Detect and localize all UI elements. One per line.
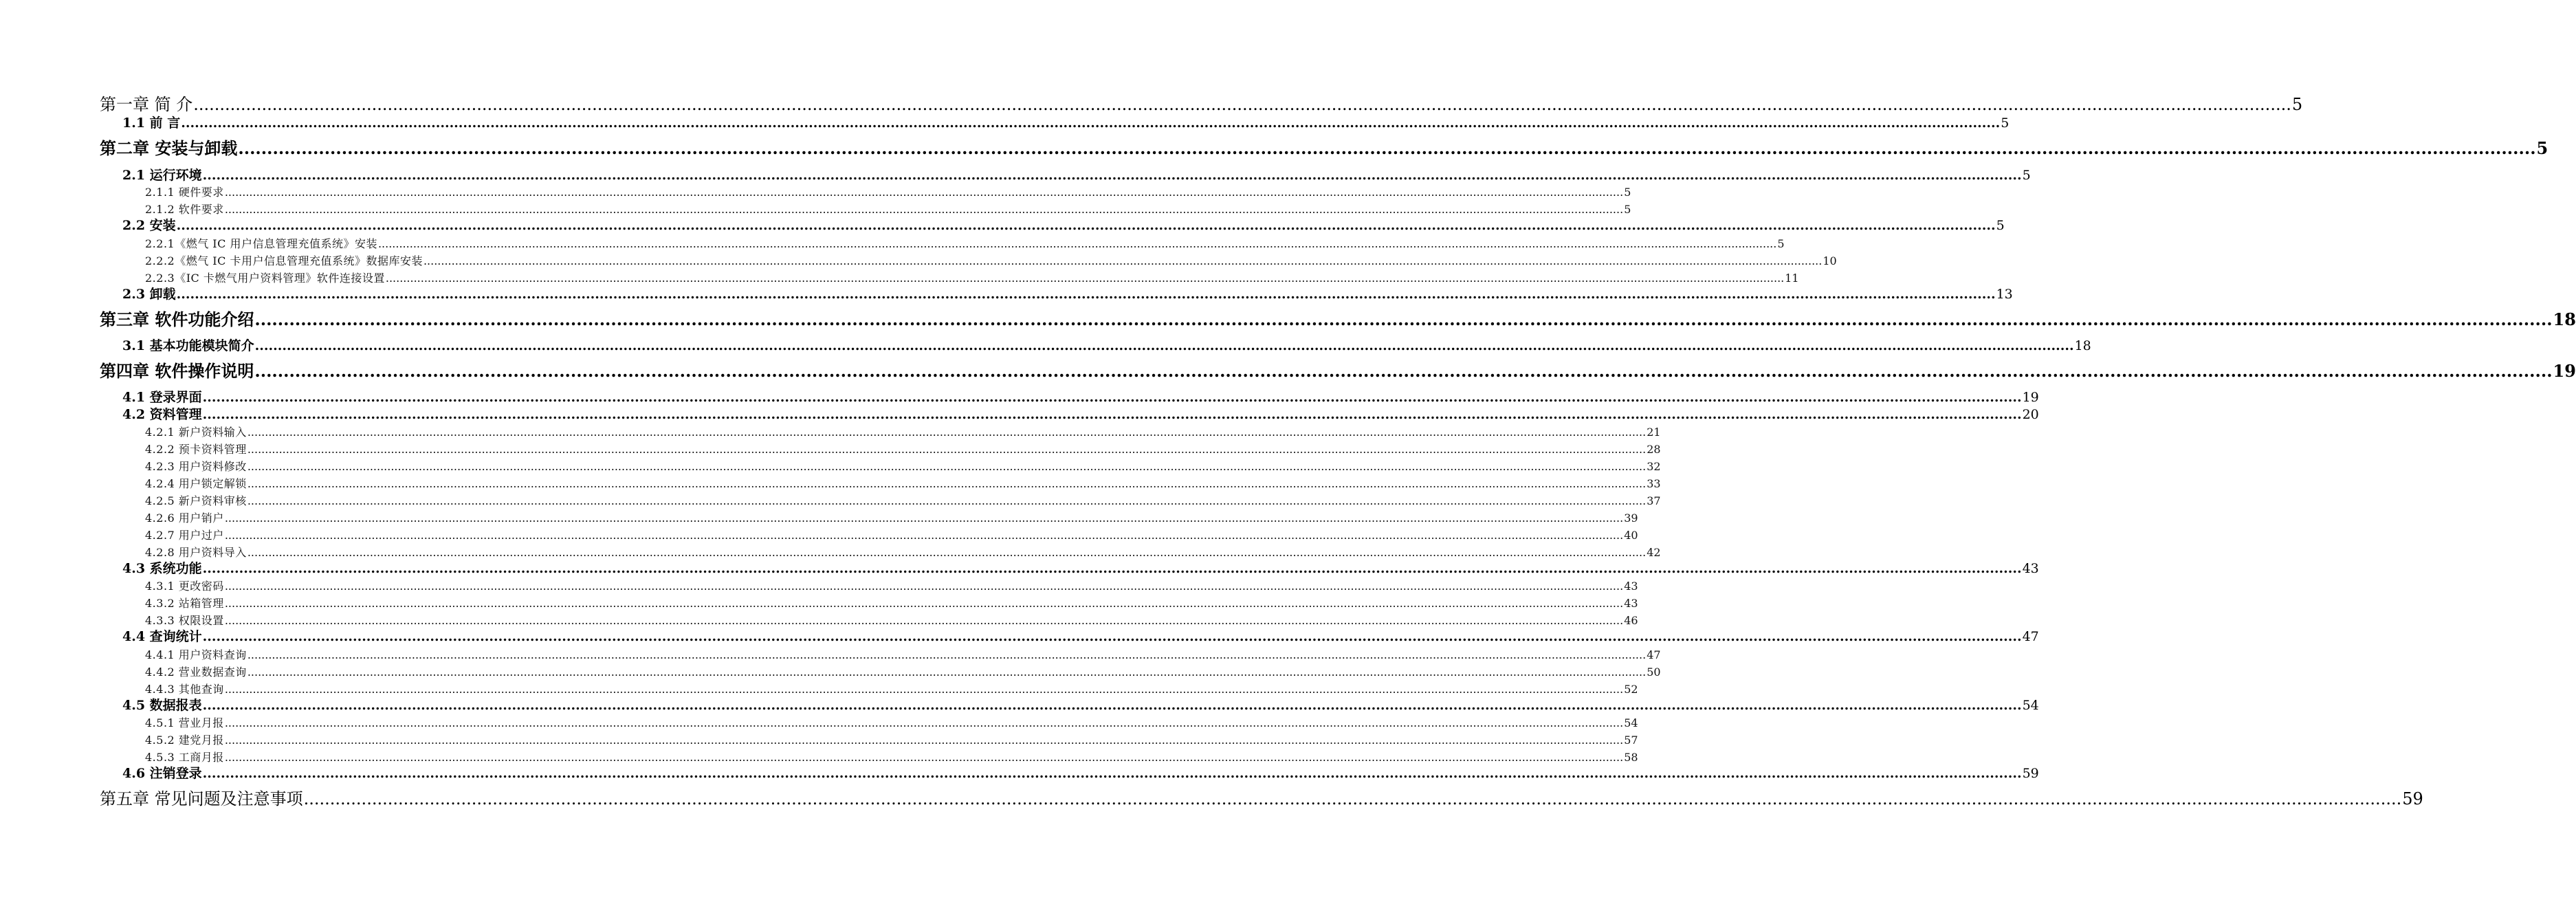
toc-entry-level-3[interactable]: [145, 477, 1661, 490]
toc-dot-leader: ................................................................................................................................................................................................................................................................................................................................................................................................................: [303, 789, 2402, 808]
toc-entry-level-2[interactable]: [122, 116, 2010, 131]
toc-entry-page-number: 59: [2402, 789, 2423, 808]
toc-entry-page-number: 20: [2022, 407, 2039, 422]
toc-entry-page-number: 47: [2022, 629, 2039, 644]
toc-entry-level-3[interactable]: [145, 597, 1638, 610]
toc-entry-title: 4.2.1 新户资料输入: [145, 426, 247, 439]
toc-entry-title: 4.3.2 站箱管理: [145, 597, 224, 610]
toc-dot-leader: ................................................................................................................................................................................................................................................................................................................................................................................................................: [202, 766, 2022, 781]
toc-entry-page-number: 5: [1777, 237, 1785, 250]
toc-entry-level-3[interactable]: [145, 716, 1638, 729]
toc-entry-level-1[interactable]: [100, 789, 2423, 808]
toc-entry-title: 4.4.2 营业数据查询: [145, 666, 247, 679]
toc-entry-title: 第四章 软件操作说明: [100, 361, 254, 381]
toc-entry-title: 2.2 安装: [122, 218, 176, 233]
toc-entry-page-number: 43: [2022, 561, 2039, 576]
toc-entry-page-number: 5: [2291, 95, 2303, 114]
toc-entry-title: 4.2.5 新户资料审核: [145, 494, 247, 507]
toc-dot-leader: ................................................................................................................................................................................................................................................................................................................................................................................................................: [224, 580, 1624, 593]
toc-dot-leader: ................................................................................................................................................................................................................................................................................................................................................................................................................: [224, 734, 1624, 747]
toc-dot-leader: ................................................................................................................................................................................................................................................................................................................................................................................................................: [377, 237, 1777, 250]
toc-entry-level-1[interactable]: [100, 309, 2576, 329]
toc-entry-page-number: 10: [1823, 254, 1837, 267]
toc-dot-leader: ................................................................................................................................................................................................................................................................................................................................................................................................................: [224, 512, 1624, 525]
toc-entry-page-number: 42: [1647, 546, 1661, 559]
toc-dot-leader: ................................................................................................................................................................................................................................................................................................................................................................................................................: [202, 407, 2022, 422]
toc-dot-leader: ................................................................................................................................................................................................................................................................................................................................................................................................................: [176, 218, 1996, 233]
toc-entry-level-2[interactable]: [122, 168, 2031, 183]
toc-entry-level-1[interactable]: [100, 95, 2303, 114]
toc-entry-level-2[interactable]: [122, 390, 2039, 405]
toc-entry-level-2[interactable]: [122, 407, 2039, 422]
toc-entry-title: 2.2.2《燃气 IC 卡用户信息管理充值系统》数据库安装: [145, 254, 423, 267]
toc-entry-level-2[interactable]: [122, 766, 2039, 781]
toc-entry-title: 4.4.3 其他查询: [145, 683, 224, 696]
toc-dot-leader: ................................................................................................................................................................................................................................................................................................................................................................................................................: [202, 698, 2022, 713]
toc-entry-level-2[interactable]: [122, 698, 2039, 713]
toc-entry-level-3[interactable]: [145, 666, 1661, 679]
toc-entry-title: 4.2.7 用户过户: [145, 529, 224, 542]
toc-dot-leader: ................................................................................................................................................................................................................................................................................................................................................................................................................: [224, 614, 1624, 627]
toc-entry-page-number: 5: [1996, 218, 2005, 233]
toc-entry-title: 第五章 常见问题及注意事项: [100, 789, 303, 808]
toc-entry-level-1[interactable]: [100, 138, 2549, 158]
toc-dot-leader: ................................................................................................................................................................................................................................................................................................................................................................................................................: [193, 95, 2291, 114]
toc-dot-leader: ................................................................................................................................................................................................................................................................................................................................................................................................................: [202, 168, 2022, 183]
toc-dot-leader: ................................................................................................................................................................................................................................................................................................................................................................................................................: [247, 460, 1647, 473]
toc-entry-level-3[interactable]: [145, 546, 1661, 559]
toc-entry-page-number: 5: [2536, 138, 2549, 158]
toc-dot-leader: ................................................................................................................................................................................................................................................................................................................................................................................................................: [176, 287, 1996, 302]
toc-entry-level-3[interactable]: [145, 443, 1661, 456]
toc-dot-leader: ................................................................................................................................................................................................................................................................................................................................................................................................................: [224, 529, 1624, 542]
toc-entry-title: 4.5 数据报表: [122, 698, 202, 713]
toc-entry-page-number: 52: [1624, 683, 1638, 696]
toc-entry-page-number: 54: [2022, 698, 2039, 713]
toc-entry-page-number: 5: [1624, 203, 1631, 216]
toc-entry-title: 2.1 运行环境: [122, 168, 202, 183]
toc-entry-page-number: 54: [1624, 716, 1638, 729]
toc-entry-level-3[interactable]: [145, 614, 1638, 627]
toc-entry-level-3[interactable]: [145, 254, 1837, 267]
toc-entry-page-number: 32: [1647, 460, 1661, 473]
toc-entry-page-number: 5: [2001, 116, 2010, 131]
toc-entry-page-number: 50: [1647, 666, 1661, 679]
toc-entry-level-3[interactable]: [145, 734, 1638, 747]
toc-entry-title: 第一章 简 介: [100, 95, 193, 114]
toc-entry-level-3[interactable]: [145, 426, 1661, 439]
toc-entry-page-number: 21: [1647, 426, 1661, 439]
toc-dot-leader: ................................................................................................................................................................................................................................................................................................................................................................................................................: [385, 272, 1785, 285]
toc-entry-page-number: 59: [2022, 766, 2039, 781]
toc-entry-title: 第二章 安装与卸载: [100, 138, 238, 158]
toc-dot-leader: ................................................................................................................................................................................................................................................................................................................................................................................................................: [254, 338, 2074, 353]
toc-entry-page-number: 40: [1624, 529, 1638, 542]
toc-entry-level-2[interactable]: [122, 287, 2013, 302]
toc-dot-leader: ................................................................................................................................................................................................................................................................................................................................................................................................................: [247, 477, 1647, 490]
toc-dot-leader: ................................................................................................................................................................................................................................................................................................................................................................................................................: [247, 443, 1647, 456]
toc-entry-title: 2.1.2 软件要求: [145, 203, 224, 216]
toc-entry-title: 4.2 资料管理: [122, 407, 202, 422]
toc-entry-level-1[interactable]: [100, 361, 2576, 381]
toc-entry-level-3[interactable]: [145, 494, 1661, 507]
toc-dot-leader: ................................................................................................................................................................................................................................................................................................................................................................................................................: [224, 597, 1624, 610]
toc-entry-level-2[interactable]: [122, 218, 2005, 233]
toc-dot-leader: ................................................................................................................................................................................................................................................................................................................................................................................................................: [247, 426, 1647, 439]
toc-dot-leader: ................................................................................................................................................................................................................................................................................................................................................................................................................: [254, 309, 2553, 329]
toc-entry-level-3[interactable]: [145, 186, 1631, 199]
toc-entry-title: 4.2.6 用户销户: [145, 512, 224, 525]
toc-dot-leader: ................................................................................................................................................................................................................................................................................................................................................................................................................: [423, 254, 1823, 267]
toc-entry-title: 4.3.3 权限设置: [145, 614, 224, 627]
toc-entry-title: 4.5.3 工商月报: [145, 751, 224, 764]
toc-dot-leader: ................................................................................................................................................................................................................................................................................................................................................................................................................: [247, 666, 1647, 679]
toc-entry-level-3[interactable]: [145, 580, 1638, 593]
toc-entry-level-3[interactable]: [145, 529, 1638, 542]
toc-entry-title: 4.4.1 用户资料查询: [145, 648, 247, 661]
toc-dot-leader: ................................................................................................................................................................................................................................................................................................................................................................................................................: [224, 716, 1624, 729]
toc-entry-title: 4.2.4 用户锁定解锁: [145, 477, 247, 490]
toc-entry-title: 2.3 卸载: [122, 287, 176, 302]
toc-entry-level-3[interactable]: [145, 272, 1799, 285]
toc-entry-page-number: 18: [2553, 309, 2576, 329]
toc-entry-title: 2.2.3《IC 卡燃气用户资料管理》软件连接设置: [145, 272, 385, 285]
toc-entry-page-number: 13: [1996, 287, 2013, 302]
toc-dot-leader: ................................................................................................................................................................................................................................................................................................................................................................................................................: [224, 203, 1624, 216]
toc-entry-title: 4.4 查询统计: [122, 629, 202, 644]
toc-entry-title: 4.2.8 用户资料导入: [145, 546, 247, 559]
toc-entry-page-number: 43: [1624, 597, 1638, 610]
toc-entry-title: 4.5.1 营业月报: [145, 716, 224, 729]
toc-dot-leader: ................................................................................................................................................................................................................................................................................................................................................................................................................: [202, 390, 2022, 405]
toc-entry-level-2[interactable]: [122, 561, 2039, 576]
toc-dot-leader: ................................................................................................................................................................................................................................................................................................................................................................................................................: [181, 116, 2001, 131]
toc-dot-leader: ................................................................................................................................................................................................................................................................................................................................................................................................................: [247, 648, 1647, 661]
toc-entry-level-3[interactable]: [145, 237, 1785, 250]
toc-entry-level-3[interactable]: [145, 648, 1661, 661]
toc-entry-page-number: 39: [1624, 512, 1638, 525]
toc-dot-leader: ................................................................................................................................................................................................................................................................................................................................................................................................................: [254, 361, 2553, 381]
toc-dot-leader: ................................................................................................................................................................................................................................................................................................................................................................................................................: [202, 629, 2022, 644]
toc-entry-level-2[interactable]: [122, 629, 2039, 644]
toc-entry-title: 3.1 基本功能模块简介: [122, 338, 254, 353]
toc-entry-title: 第三章 软件功能介绍: [100, 309, 254, 329]
toc-entry-page-number: 5: [1624, 186, 1631, 199]
toc-entry-level-3[interactable]: [145, 751, 1638, 764]
toc-entry-level-3[interactable]: [145, 512, 1638, 525]
toc-entry-title: 4.3 系统功能: [122, 561, 202, 576]
toc-entry-page-number: 28: [1647, 443, 1661, 456]
toc-entry-page-number: 46: [1624, 614, 1638, 627]
toc-entry-page-number: 18: [2074, 338, 2091, 353]
toc-entry-title: 4.3.1 更改密码: [145, 580, 224, 593]
toc-entry-page-number: 11: [1785, 272, 1799, 285]
toc-entry-title: 4.2.2 预卡资料管理: [145, 443, 247, 456]
toc-entry-title: 4.2.3 用户资料修改: [145, 460, 247, 473]
toc-dot-leader: ................................................................................................................................................................................................................................................................................................................................................................................................................: [224, 683, 1624, 696]
toc-dot-leader: ................................................................................................................................................................................................................................................................................................................................................................................................................: [202, 561, 2022, 576]
toc-dot-leader: ................................................................................................................................................................................................................................................................................................................................................................................................................: [247, 546, 1647, 559]
toc-entry-title: 1.1 前 言: [122, 116, 181, 131]
toc-dot-leader: ................................................................................................................................................................................................................................................................................................................................................................................................................: [247, 494, 1647, 507]
toc-entry-level-3[interactable]: [145, 460, 1661, 473]
toc-entry-title: 2.1.1 硬件要求: [145, 186, 224, 199]
toc-entry-title: 4.6 注销登录: [122, 766, 202, 781]
toc-entry-page-number: 37: [1647, 494, 1661, 507]
toc-entry-level-3[interactable]: [145, 203, 1631, 216]
toc-entry-page-number: 58: [1624, 751, 1638, 764]
toc-entry-page-number: 19: [2022, 390, 2039, 405]
toc-entry-title: 4.5.2 建党月报: [145, 734, 224, 747]
toc-entry-page-number: 33: [1647, 477, 1661, 490]
toc-dot-leader: ................................................................................................................................................................................................................................................................................................................................................................................................................: [238, 138, 2536, 158]
toc-entry-level-3[interactable]: [145, 683, 1638, 696]
toc-entry-page-number: 5: [2022, 168, 2031, 183]
toc-entry-page-number: 43: [1624, 580, 1638, 593]
toc-entry-title: 4.1 登录界面: [122, 390, 202, 405]
toc-entry-page-number: 19: [2553, 361, 2576, 381]
toc-entry-level-2[interactable]: [122, 338, 2091, 353]
toc-dot-leader: ................................................................................................................................................................................................................................................................................................................................................................................................................: [224, 186, 1624, 199]
toc-entry-title: 2.2.1《燃气 IC 用户信息管理充值系统》安装: [145, 237, 377, 250]
toc-dot-leader: ................................................................................................................................................................................................................................................................................................................................................................................................................: [224, 751, 1624, 764]
toc-entry-page-number: 57: [1624, 734, 1638, 747]
toc-entry-page-number: 47: [1647, 648, 1661, 661]
